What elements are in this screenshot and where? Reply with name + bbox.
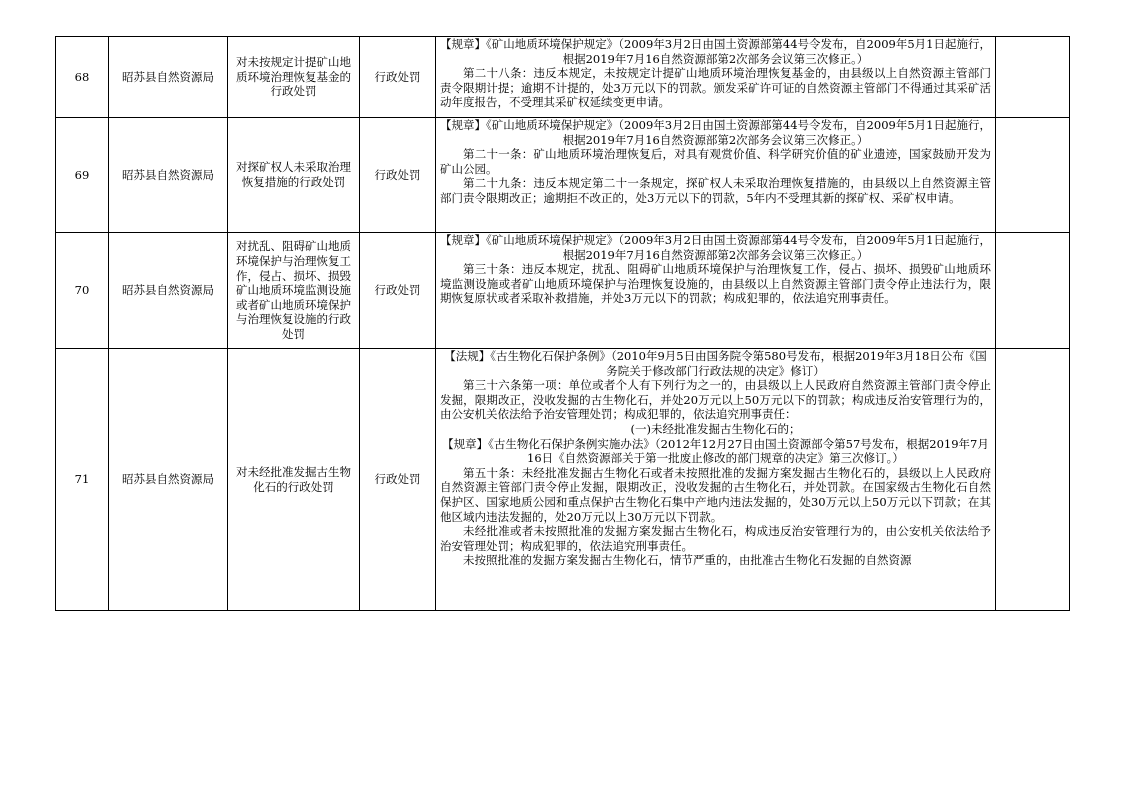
basis-paragraph: 未按照批准的发掘方案发掘古生物化石，情节严重的，由批准古生物化石发掘的自然资源 — [463, 553, 912, 568]
document-sheet — [55, 36, 1070, 611]
item-name-cell: 对探矿权人未采取治理恢复措施的行政处罚 — [228, 118, 360, 233]
legal-basis-cell — [436, 349, 996, 611]
basis-paragraph: 第三十条：违反本规定，扰乱、阻碍矿山地质环境保护与治理恢复工作，侵占、损坏、损毁矿山地质环境监测设施或者矿山地质环境保护与治理恢复设施的，由县级以上自然资源主管部门责令停止违法行为，限期恢复原状或者采取补救措施，并处3万元以下的罚款；构成犯罪的，依法追究刑事责任。 — [440, 262, 991, 306]
department-cell: 昭苏县自然资源局 — [109, 349, 228, 611]
remarks-cell — [996, 118, 1070, 233]
basis-paragraph: 【规章】《矿山地质环境保护规定》（2009年3月2日由国土资源部第44号令发布，自2009年5月1日起施行，根据2019年7月16自然资源部第2次部务会议第三次修正。） — [440, 233, 991, 262]
basis-paragraph: 【法规】《古生物化石保护条例》（2010年9月5日由国务院令第580号发布，根据2019年3月18日公布《国务院关于修改部门行政法规的决定》修订） — [444, 349, 987, 378]
legal-basis-cell — [436, 233, 996, 349]
basis-paragraph: 第二十九条：违反本规定第二十一条规定，探矿权人未采取治理恢复措施的，由县级以上自然资源主管部门责令限期改正；逾期拒不改正的，处3万元以下的罚款，5年内不受理其新的探矿权、采矿权申请。 — [440, 176, 991, 205]
item-name-cell: 对扰乱、阻碍矿山地质环境保护与治理恢复工作，侵占、损坏、损毁矿山地质环境监测设施或者矿山地质环境保护与治理恢复设施的行政处罚 — [228, 233, 360, 349]
item-type-cell: 行政处罚 — [360, 349, 436, 611]
basis-paragraph: 【规章】《矿山地质环境保护规定》（2009年3月2日由国土资源部第44号令发布，自2009年5月1日起施行，根据2019年7月16自然资源部第2次部务会议第三次修正。） — [440, 37, 991, 66]
department-cell: 昭苏县自然资源局 — [109, 118, 228, 233]
department-cell: 昭苏县自然资源局 — [109, 37, 228, 118]
row-number: 70 — [56, 233, 109, 349]
remarks-cell — [996, 233, 1070, 349]
table-row — [56, 233, 1070, 349]
basis-paragraph: 第二十一条：矿山地质环境治理恢复后，对具有观赏价值、科学研究价值的矿业遗迹，国家鼓励开发为矿山公园。 — [440, 147, 991, 176]
row-number: 69 — [56, 118, 109, 233]
item-name-cell: 对未经批准发掘古生物化石的行政处罚 — [228, 349, 360, 611]
department-cell: 昭苏县自然资源局 — [109, 233, 228, 349]
basis-paragraph: (一)未经批准发掘古生物化石的； — [630, 421, 801, 436]
basis-paragraph: 未经批准或者未按照批准的发掘方案发掘古生物化石，构成违反治安管理行为的，由公安机关依法给予治安管理处罚；构成犯罪的，依法追究刑事责任。 — [440, 524, 991, 553]
item-type-cell: 行政处罚 — [360, 118, 436, 233]
basis-paragraph: 【规章】《矿山地质环境保护规定》（2009年3月2日由国土资源部第44号令发布，自2009年5月1日起施行，根据2019年7月16自然资源部第2次部务会议第三次修正。） — [440, 118, 991, 147]
legal-basis-cell — [436, 37, 996, 118]
legal-basis-cell — [436, 118, 996, 233]
table-row — [56, 349, 1070, 611]
basis-paragraph: 【规章】《古生物化石保护条例实施办法》（2012年12月27日由国土资源部令第57号发布，根据2019年7月16日《自然资源部关于第一批废止修改的部门规章的决定》第三次修订。） — [442, 436, 989, 466]
table-row — [56, 37, 1070, 118]
basis-paragraph: 第二十八条：违反本规定，未按规定计提矿山地质环境治理恢复基金的，由县级以上自然资源主管部门责令限期计提；逾期不计提的，处3万元以下的罚款。颁发采矿许可证的自然资源主管部门不得通过其采矿活动年度报告，不受理其采矿权延续变更申请。 — [440, 66, 991, 110]
basis-paragraph: 第三十六条第一项：单位或者个人有下列行为之一的，由县级以上人民政府自然资源主管部门责令停止发掘，限期改正，没收发掘的古生物化石，并处20万元以上50万元以下的罚款；构成违反治安管理行为的，由公安机关依法给予治安管理处罚；构成犯罪的，依法追究刑事责任： — [440, 378, 991, 422]
item-name-cell: 对未按规定计提矿山地质环境治理恢复基金的行政处罚 — [228, 37, 360, 118]
item-type-cell: 行政处罚 — [360, 37, 436, 118]
basis-paragraph: 第五十条：未经批准发掘古生物化石或者未按照批准的发掘方案发掘古生物化石的，县级以上人民政府自然资源主管部门责令停止发掘，限期改正，没收发掘的古生物化石，并处罚款。在国家级古生物化石自然保护区、国家地质公园和重点保护古生物化石集中产地内违法发掘的，处30万元以上50万元以下罚款；在其他区域内违法发掘的，处20万元以上30万元以下罚款。 — [440, 465, 991, 524]
table-row — [56, 118, 1070, 233]
remarks-cell — [996, 349, 1070, 611]
row-number: 71 — [56, 349, 109, 611]
penalty-table — [55, 36, 1070, 611]
item-type-cell: 行政处罚 — [360, 233, 436, 349]
remarks-cell — [996, 37, 1070, 118]
row-number: 68 — [56, 37, 109, 118]
